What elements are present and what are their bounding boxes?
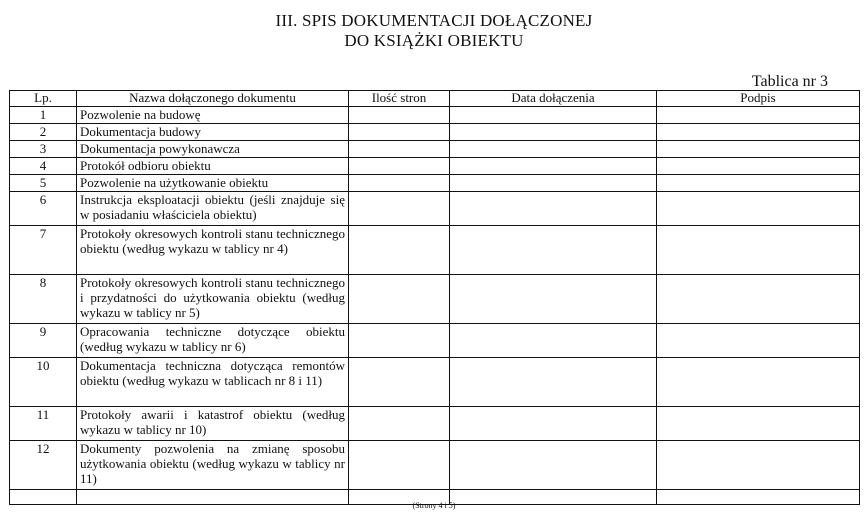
pages-cell — [349, 158, 450, 175]
document-title — [0, 11, 868, 51]
document-name: Protokół odbioru obiektu — [77, 158, 349, 175]
date-cell — [450, 407, 657, 441]
row-number: 12 — [10, 441, 77, 490]
date-cell — [450, 107, 657, 124]
row-number: 9 — [10, 324, 77, 358]
date-cell — [450, 324, 657, 358]
table-row — [10, 407, 860, 441]
document-name: Dokumenty pozwolenia na zmianę sposobu użytkowania obiektu (według wykazu w tablicy nr 11) — [77, 441, 349, 490]
row-number: 1 — [10, 107, 77, 124]
document-name: Dokumentacja budowy — [77, 124, 349, 141]
title-line-2: DO KSIĄŻKI OBIEKTU — [344, 31, 524, 50]
document-name: Pozwolenie na budowę — [77, 107, 349, 124]
date-cell — [450, 275, 657, 324]
pages-cell — [349, 275, 450, 324]
table-row — [10, 226, 860, 275]
row-number: 8 — [10, 275, 77, 324]
pages-cell — [349, 407, 450, 441]
signature-cell — [657, 124, 860, 141]
date-cell — [450, 158, 657, 175]
pages-cell — [349, 141, 450, 158]
pages-cell — [349, 324, 450, 358]
date-cell — [450, 141, 657, 158]
signature-cell — [657, 441, 860, 490]
table-row — [10, 275, 860, 324]
date-cell — [450, 441, 657, 490]
document-name: Instrukcja eksploatacji obiektu (jeśli znajduje się w posiadaniu właściciela obiektu) — [77, 192, 349, 226]
document-name: Protokoły awarii i katastrof obiektu (według wykazu w tablicy nr 10) — [77, 407, 349, 441]
row-number: 3 — [10, 141, 77, 158]
table-row — [10, 441, 860, 490]
date-cell — [450, 192, 657, 226]
pages-cell — [349, 192, 450, 226]
column-header-name: Nazwa dołączonego dokumentu — [77, 91, 349, 107]
table-row — [10, 107, 860, 124]
document-name: Pozwolenie na użytkowanie obiektu — [77, 175, 349, 192]
table-row — [10, 158, 860, 175]
row-number: 7 — [10, 226, 77, 275]
title-line-1: III. SPIS DOKUMENTACJI DOŁĄCZONEJ — [275, 11, 593, 30]
signature-cell — [657, 275, 860, 324]
pages-cell — [349, 107, 450, 124]
table-row — [10, 175, 860, 192]
signature-cell — [657, 358, 860, 407]
document-name: Protokoły okresowych kontroli stanu technicznego obiektu (według wykazu w tablicy nr 4) — [77, 226, 349, 275]
signature-cell — [657, 141, 860, 158]
row-number: 2 — [10, 124, 77, 141]
pages-cell — [349, 175, 450, 192]
signature-cell — [657, 407, 860, 441]
signature-cell — [657, 158, 860, 175]
row-number: 10 — [10, 358, 77, 407]
table-reference: Tablica nr 3 — [751, 73, 828, 90]
document-name: Opracowania techniczne dotyczące obiektu (według wykazu w tablicy nr 6) — [77, 324, 349, 358]
signature-cell — [657, 175, 860, 192]
document-name: Protokoły okresowych kontroli stanu technicznego i przydatności do użytkowania obiektu (według wykazu w tablicy nr 5) — [77, 275, 349, 324]
pages-cell — [349, 358, 450, 407]
pages-cell — [349, 441, 450, 490]
table-row — [10, 141, 860, 158]
column-header-pages: Ilość stron — [349, 91, 450, 107]
documentation-table — [9, 90, 860, 505]
column-header-signature: Podpis — [657, 91, 860, 107]
page-footer: (Strony 4 i 5) — [412, 501, 456, 510]
document-name: Dokumentacja techniczna dotycząca remontów obiektu (według wykazu w tablicach nr 8 i 11) — [77, 358, 349, 407]
date-cell — [450, 358, 657, 407]
pages-cell — [349, 226, 450, 275]
row-number: 5 — [10, 175, 77, 192]
column-header-lp: Lp. — [10, 91, 77, 107]
table-header-row — [10, 91, 860, 107]
table-row — [10, 192, 860, 226]
date-cell — [450, 226, 657, 275]
signature-cell — [657, 192, 860, 226]
column-header-date: Data dołączenia — [450, 91, 657, 107]
table-row — [10, 358, 860, 407]
row-number: 11 — [10, 407, 77, 441]
pages-cell — [349, 124, 450, 141]
row-number: 6 — [10, 192, 77, 226]
document-name: Dokumentacja powykonawcza — [77, 141, 349, 158]
date-cell — [450, 124, 657, 141]
row-number: 4 — [10, 158, 77, 175]
signature-cell — [657, 107, 860, 124]
signature-cell — [657, 324, 860, 358]
table-row — [10, 124, 860, 141]
date-cell — [450, 175, 657, 192]
signature-cell — [657, 226, 860, 275]
table-row — [10, 324, 860, 358]
